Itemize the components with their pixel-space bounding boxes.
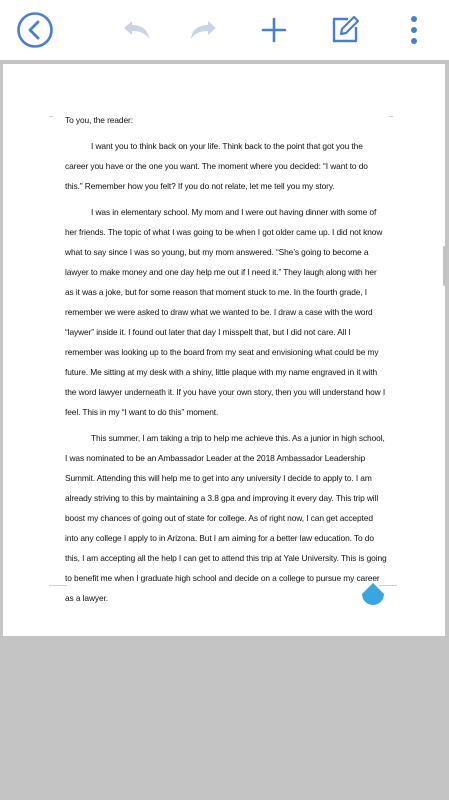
text-cursor-handle[interactable] [360,582,386,608]
edit-button[interactable] [323,8,367,52]
paragraph: I was in elementary school. My mom and I were out having dinner with some of her friends. The topic of what I was going to be when I got older came up. I did not know what to say since I was so young, but my mom answered. “She’s going to become a lawyer to make money and one day help me out if I need it.” They laugh along with her as it was a joke, but for some reason that moment stuck to me. In the fourth grade, I remember we were asked to draw what we wanted to be. I draw a case with the word “laywer” inside it. I found out later that day I misspelt that, but I did not care. All I remember was looking up to the board from my seat and envisioning what could be my future. Me sitting at my desk with a shiny, little plaque with my name engraved in it with the word lawyer underneath it. If you have your own story, then you will understand how I feel. This in my “I want to do this” moment. [65,207,386,417]
document-page[interactable] [3,64,445,636]
top-toolbar [0,0,449,60]
paragraph: This summer, I am taking a trip to help me achieve this. As a junior in high school, I was nominated to be an Ambassador Leader at the 2018 Ambassador Leadership Summit. Attending this will help me to get into any university I decide to apply to. I am already striving to this by maintaining a 3.8 gpa and improving it every day. This trip will boost my chances of going out of state for college. As of right now, I can get accepted into any college I apply to in Arizona. But I am aiming for a better law education. To do this, I am accepting all the help I can get to attend this trip at Yale University. This is going to benefit me when I graduate high school and decide on a college to pursue my career as a lawyer. [65,433,387,603]
more-options-button[interactable] [392,8,436,52]
paragraph: I want you to think back on your life. Think back to the point that got you the career you have or the one you want. The moment where you decided: “I want to do this.” Remember how you felt? If you do not relate, let me tell you my story. [65,141,368,191]
cursor-drop-icon [360,582,386,608]
undo-icon [117,15,153,45]
document-viewport[interactable] [0,60,449,640]
salutation: To you, the reader: [65,115,133,125]
margin-marker [389,116,393,117]
more-vert-icon [408,14,420,46]
add-icon [259,15,289,45]
add-button[interactable] [252,8,296,52]
back-button[interactable] [13,8,57,52]
scroll-handle[interactable] [443,246,446,286]
redo-icon [187,15,223,45]
edit-icon [329,14,361,46]
undo-button[interactable] [113,8,157,52]
margin-marker [49,585,67,586]
margin-marker [49,116,53,117]
document-body[interactable] [65,110,387,614]
redo-button[interactable] [183,8,227,52]
back-circle-icon [15,10,55,50]
